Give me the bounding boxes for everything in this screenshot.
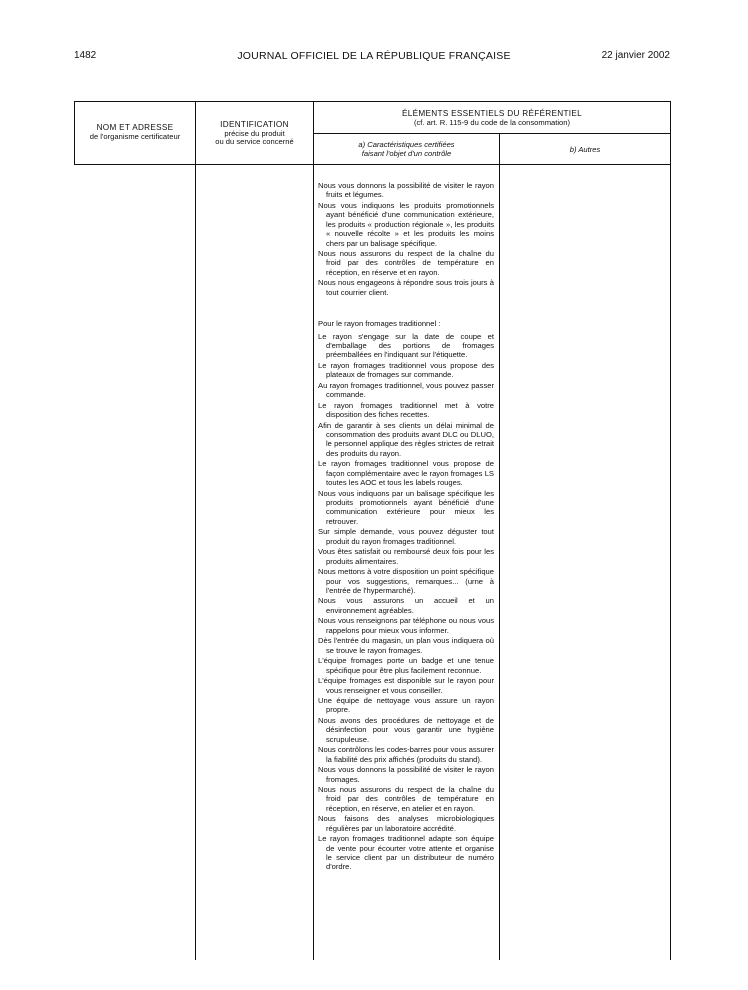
list-item: Vous êtes satisfait ou remboursé deux fois pour les produits alimentaires. (318, 547, 494, 566)
list-item: Nous vous donnons la possibilité de visiter le rayon fruits et légumes. (318, 181, 494, 200)
header-bottom-rule (74, 164, 670, 165)
list-item: Afin de garantir à ses clients un délai minimal de consommation des produits avant DLC ou DLUO, le personnel applique des règles strictes de retrait des produits du rayon. (318, 420, 494, 458)
list-item: Nous vous assurons un accueil et un environnement agréables. (318, 596, 494, 615)
col-divider-2 (313, 101, 314, 960)
list-item: Nous nous engageons à répondre sous trois jours à tout courrier client. (318, 278, 494, 297)
list-item: Dès l'entrée du magasin, un plan vous indiquera où se trouve le rayon fromages. (318, 636, 494, 655)
list-item: Nous vous renseignons par téléphone ou nous vous rappelons pour mieux vous informer. (318, 616, 494, 635)
list-item: Le rayon fromages traditionnel vous propose de façon complémentaire avec le rayon fromages LS toutes les AOC et tous les labels rouges. (318, 459, 494, 488)
col-divider-1 (195, 101, 196, 960)
col-divider-3 (499, 133, 500, 960)
header-sub-a-line2: faisant l'objet d'un contrôle (361, 148, 452, 158)
list-item: Nous nous assurons du respect de la chaîne du froid par des contrôles de température en réception, en réserve, en atelier et en rayon. (318, 785, 494, 813)
list-item: Nous vous indiquons par un balisage spécifique les produits promotionnels ayant bénéficié d'une communication extérieure pour mieux les retrouver. (318, 488, 494, 526)
list-item: Nous vous donnons la possibilité de visiter le rayon fromages. (318, 765, 494, 784)
section-heading: Pour le rayon fromages traditionnel : (318, 319, 441, 329)
header-ident-subtitle-1: précise du produit (224, 128, 285, 138)
header-sub-b: b) Autres (569, 145, 601, 154)
list-item: Le rayon s'engage sur la date de coupe et d'emballage des portions de fromages préemballées en l'indiquant sur l'étiquette. (318, 331, 494, 360)
header-elements-subtitle: (cf. art. R. 115-9 du code de la consommation) (413, 117, 571, 127)
header-sub-a (314, 141, 499, 158)
group-header-rule (313, 133, 670, 134)
list-item: Sur simple demande, vous pouvez déguster tout produit du rayon fromages traditionnel. (318, 527, 494, 546)
list-item: Le rayon fromages traditionnel met à votre disposition des fiches recettes. (318, 400, 494, 420)
journal-title: JOURNAL OFFICIEL DE LA RÉPUBLIQUE FRANÇAISE (237, 50, 511, 62)
right-border (670, 101, 671, 960)
list-item: Nous mettons à votre disposition un point spécifique pour vos suggestions, remarques... (urne à l'entrée de l'hypermarché). (318, 567, 494, 595)
list-item: Nous contrôlons les codes-barres pour vous assurer la fiabilité des prix affichés (produits du stand). (318, 745, 495, 764)
header-nom-adresse (75, 124, 195, 141)
list-item: L'équipe fromages est disponible sur le rayon pour vous renseigner et vous conseiller. (318, 676, 494, 695)
list-item: L'équipe fromages porte un badge et une tenue spécifique pour être plus facilement reconnue. (318, 656, 494, 675)
list-item: Une équipe de nettoyage vous assure un rayon propre. (318, 696, 494, 715)
header-ident-subtitle-2: ou du service concerné (215, 137, 294, 147)
header-ident-title: IDENTIFICATION (220, 120, 289, 129)
list-item: Le rayon fromages traditionnel vous propose des plateaux de fromages sur commande. (318, 360, 494, 380)
list-item: Nous avons des procédures de nettoyage et de désinfection pour vous garantir une hygiène scrupuleuse. (318, 715, 494, 744)
list-item: Nous nous assurons du respect de la chaîne du froid par des contrôles de température en réception, en réserve et en rayon. (318, 249, 494, 277)
header-sub-a-line1: a) Caractéristiques certifiées (358, 140, 455, 149)
header-nom-subtitle: de l'organisme certificateur (89, 131, 181, 141)
header-identification (196, 121, 313, 147)
list-item: Nous faisons des analyses microbiologiques régulières par un laboratoire accrédité. (318, 814, 494, 833)
page-number: 1482 (74, 50, 97, 61)
header-elements-title: ÉLÉMENTS ESSENTIELS DU RÉFÉRENTIEL (402, 109, 582, 118)
publication-date: 22 janvier 2002 (601, 50, 670, 61)
header-nom-title: NOM ET ADRESSE (96, 123, 174, 132)
header-elements (314, 110, 670, 127)
list-item: Nous vous indiquons les produits promotionnels ayant bénéficié d'une communication extérieure, les produits « production régionale », les produits « nouvelle récolte » et les produits les moins chers par un balisage spécifique. (318, 200, 494, 248)
list-item: Le rayon fromages traditionnel adapte son équipe de vente pour écourter votre attente et organise le service client par un distributeur de numéro d'ordre. (318, 834, 494, 872)
list-item: Au rayon fromages traditionnel, vous pouvez passer commande. (318, 380, 494, 400)
table-top-rule (74, 101, 670, 102)
characteristics-column (318, 181, 494, 873)
